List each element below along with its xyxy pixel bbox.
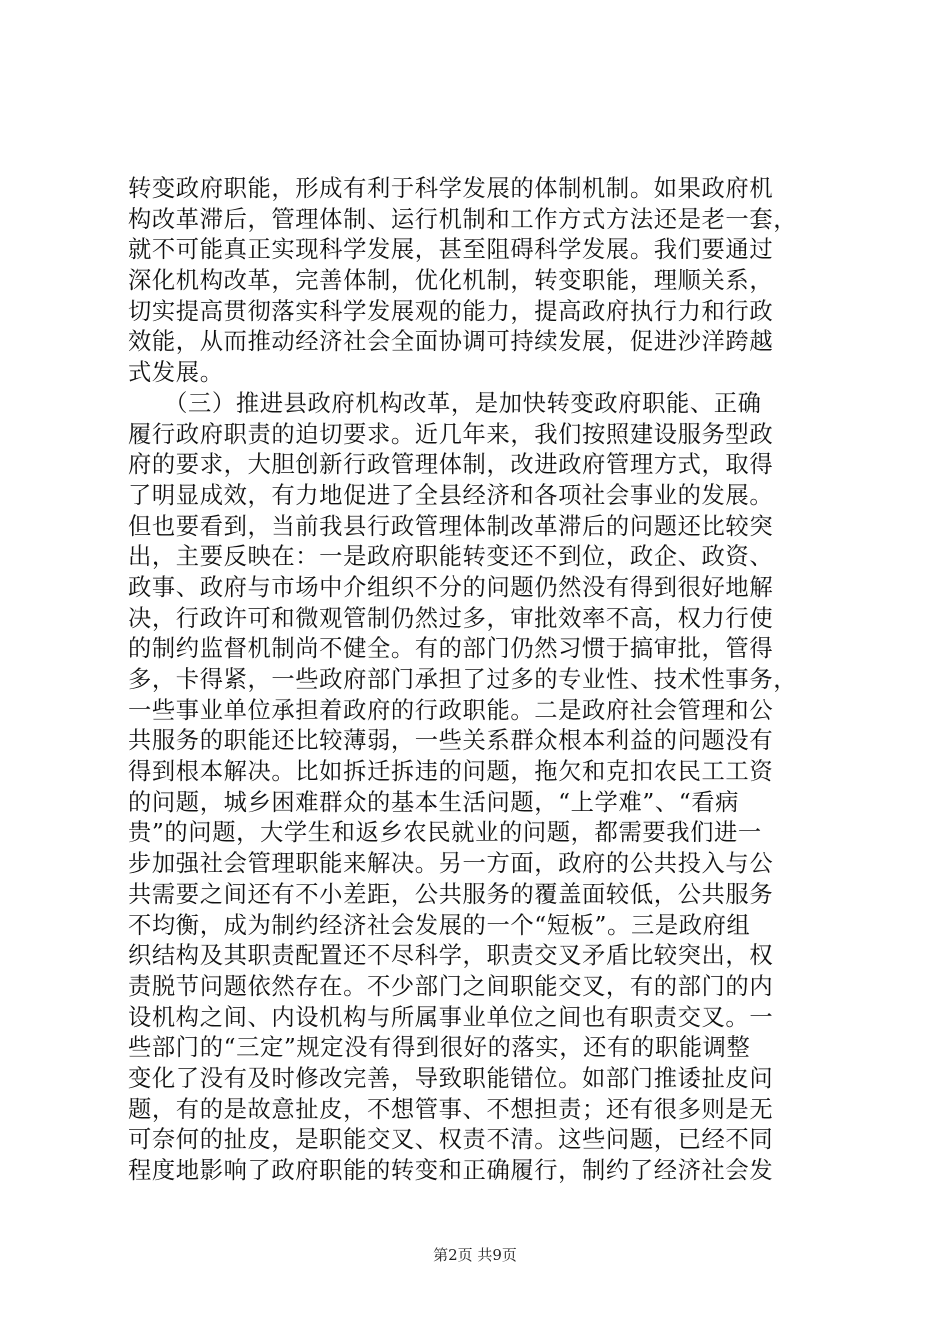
text-line: 效能，从而推动经济社会全面协调可持续发展，促进沙洋跨越: [128, 328, 774, 356]
text-line: 的问题，城乡困难群众的基本生活问题，“上学难”、“看病: [128, 788, 740, 816]
text-line: 多，卡得紧，一些政府部门承担了过多的专业性、技术性事务，: [128, 666, 798, 693]
text-line: 的制约监督机制尚不健全。有的部门仍然习惯于搞审批，管得: [128, 635, 774, 663]
text-line: 构改革滞后，管理体制、运行机制和工作方式方法还是老一套，: [128, 205, 798, 233]
text-line: 府的要求，大胆创新行政管理体制，改进政府管理方式，取得: [128, 451, 774, 479]
text-line: 贵”的问题，大学生和返乡农民就业的问题，都需要我们进一: [128, 819, 762, 847]
text-line: 决，行政许可和微观管制仍然过多，审批效率不高，权力行使: [128, 604, 774, 632]
text-line: 出，主要反映在：一是政府职能转变还不到位，政企、政资、: [128, 543, 774, 571]
text-line: 可奈何的扯皮，是职能交叉、权责不清。这些问题，已经不同: [128, 1126, 774, 1154]
text-line: 了明显成效，有力地促进了全县经济和各项社会事业的发展。: [128, 481, 774, 509]
text-line: 深化机构改革，完善体制，优化机制，转变职能，理顺关系，: [128, 267, 774, 295]
page-footer: 第2页 共9页: [433, 1246, 517, 1264]
text-line: 责脱节问题依然存在。不少部门之间职能交叉，有的部门的内: [128, 972, 774, 1000]
text-line: 题，有的是故意扯皮，不想管事、不想担责；还有很多则是无: [128, 1095, 774, 1123]
text-line: 共需要之间还有不小差距，公共服务的覆盖面较低，公共服务: [128, 880, 774, 908]
text-line: 织结构及其职责配置还不尽科学，职责交叉矛盾比较突出，权: [128, 942, 774, 970]
text-line: 就不可能真正实现科学发展，甚至阻碍科学发展。我们要通过: [128, 236, 774, 264]
text-line: 转变政府职能，形成有利于科学发展的体制机制。如果政府机: [128, 175, 774, 202]
text-line: 变化了没有及时修改完善，导致职能错位。如部门推诿扯皮问: [128, 1064, 774, 1092]
text-line: 不均衡，成为制约经济社会发展的一个“短板”。三是政府组: [128, 911, 751, 939]
text-line: 但也要看到，当前我县行政管理体制改革滞后的问题还比较突: [128, 512, 774, 540]
text-line: 些部门的“三定”规定没有得到很好的落实，还有的职能调整: [128, 1034, 751, 1062]
text-line: 步加强社会管理职能来解决。另一方面，政府的公共投入与公: [128, 850, 774, 878]
text-line: 式发展。: [128, 359, 224, 387]
text-line: 共服务的职能还比较薄弱，一些关系群众根本利益的问题没有: [128, 727, 774, 755]
text-line: 政事、政府与市场中介组织不分的问题仍然没有得到很好地解: [128, 573, 774, 601]
text-line: 切实提高贯彻落实科学发展观的能力，提高政府执行力和行政: [128, 297, 774, 325]
text-line: 得到根本解决。比如拆迁拆违的问题，拖欠和克扣农民工工资: [128, 758, 774, 786]
text-line: 一些事业单位承担着政府的行政职能。二是政府社会管理和公: [128, 696, 774, 724]
text-line: 履行政府职责的迫切要求。近几年来，我们按照建设服务型政: [128, 420, 774, 448]
text-line: 程度地影响了政府职能的转变和正确履行，制约了经济社会发: [128, 1157, 774, 1184]
text-line: （三）推进县政府机构改革，是加快转变政府职能、正确: [128, 389, 762, 417]
text-line: 设机构之间、内设机构与所属事业单位之间也有职责交叉。一: [128, 1003, 774, 1031]
body-text: [128, 174, 828, 1187]
